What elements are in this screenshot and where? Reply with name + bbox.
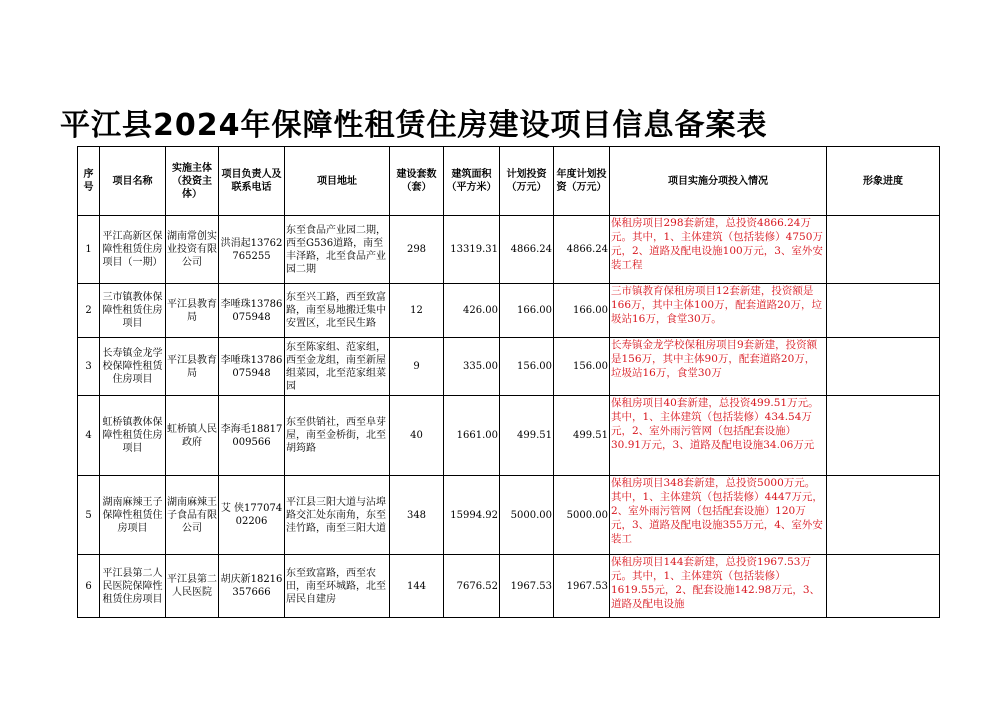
cell-progress — [827, 476, 940, 555]
cell-detail: 保租房项目348套新建，总投资5000万元。其中，1、主体建筑（包括装修）4447万元，2、室外雨污管网（包括配套设施）120万元，3、道路及配电设施355万元，4、室外安装工 — [610, 476, 827, 555]
cell-units: 9 — [390, 338, 444, 396]
cell-contact: 胡庆新18216357666 — [219, 555, 285, 618]
cell-entity: 湖南常创实业投资有限公司 — [166, 216, 219, 284]
cell-units: 40 — [390, 396, 444, 476]
cell-entity: 平江县第二人民医院 — [166, 555, 219, 618]
header-year-investment: 年度计划投资（万元） — [554, 147, 610, 216]
header-address: 项目地址 — [285, 147, 390, 216]
cell-contact: 艾 侠17707402206 — [219, 476, 285, 555]
header-detail: 项目实施分项投入情况 — [610, 147, 827, 216]
cell-year-investment: 5000.00 — [554, 476, 610, 555]
project-table — [77, 146, 940, 618]
header-seq: 序号 — [78, 147, 100, 216]
cell-progress — [827, 284, 940, 338]
cell-progress — [827, 338, 940, 396]
cell-address: 东至陈家组、范家组，西至金龙组，南至新屋组菜园，北至范家组菜园 — [285, 338, 390, 396]
cell-contact: 李海毛18817009566 — [219, 396, 285, 476]
cell-area: 1661.00 — [444, 396, 500, 476]
header-name: 项目名称 — [100, 147, 166, 216]
cell-entity: 虹桥镇人民政府 — [166, 396, 219, 476]
header-units: 建设套数（套） — [390, 147, 444, 216]
cell-year-investment: 156.00 — [554, 338, 610, 396]
table-row — [78, 284, 940, 338]
document-title: 平江县2024年保障性租赁住房建设项目信息备案表 — [60, 108, 768, 143]
cell-detail: 保租房项目298套新建，总投资4866.24万元。其中，1、主体建筑（包括装修）4750万元，2、道路及配电设施100万元，3、室外安装工程 — [610, 216, 827, 284]
cell-year-investment: 4866.24 — [554, 216, 610, 284]
cell-seq: 6 — [78, 555, 100, 618]
cell-seq: 5 — [78, 476, 100, 555]
cell-name: 湖南麻辣王子保障性租赁住房项目 — [100, 476, 166, 555]
cell-contact: 李唾珠13786075948 — [219, 284, 285, 338]
cell-progress — [827, 396, 940, 476]
cell-units: 298 — [390, 216, 444, 284]
header-contact: 项目负责人及联系电话 — [219, 147, 285, 216]
cell-detail: 保租房项目144套新建，总投资1967.53万元。其中，1、主体建筑（包括装修）1619.55元，2、配套设施142.98万元，3、道路及配电设施 — [610, 555, 827, 618]
cell-name: 平江县第二人民医院保障性租赁住房项目 — [100, 555, 166, 618]
cell-contact: 洪涓起13762765255 — [219, 216, 285, 284]
table-row — [78, 476, 940, 555]
cell-detail: 三市镇教育保租房项目12套新建，投资额是166万，其中主体100万，配套道路20万，垃圾站16万，食堂30万。 — [610, 284, 827, 338]
cell-plan-investment: 499.51 — [500, 396, 554, 476]
cell-seq: 4 — [78, 396, 100, 476]
header-row — [78, 147, 940, 216]
cell-entity: 湖南麻辣王子食品有限公司 — [166, 476, 219, 555]
cell-plan-investment: 166.00 — [500, 284, 554, 338]
cell-address: 东至供销社，西至阜芽屋，南至金桥街，北至胡筠路 — [285, 396, 390, 476]
header-progress: 形象进度 — [827, 147, 940, 216]
cell-year-investment: 166.00 — [554, 284, 610, 338]
header-area: 建筑面积（平方米） — [444, 147, 500, 216]
cell-units: 144 — [390, 555, 444, 618]
cell-address: 平江县三阳大道与沾埠路交汇处东南角，东至洼竹路，南至三阳大道 — [285, 476, 390, 555]
cell-entity: 平江县教育局 — [166, 338, 219, 396]
cell-year-investment: 1967.53 — [554, 555, 610, 618]
cell-address: 东至兴工路，西至致富路，南至易地搬迁集中安置区，北至民生路 — [285, 284, 390, 338]
header-plan-investment: 计划投资（万元） — [500, 147, 554, 216]
cell-contact: 李唾珠13786075948 — [219, 338, 285, 396]
cell-plan-investment: 5000.00 — [500, 476, 554, 555]
cell-plan-investment: 156.00 — [500, 338, 554, 396]
cell-units: 12 — [390, 284, 444, 338]
cell-units: 348 — [390, 476, 444, 555]
cell-progress — [827, 555, 940, 618]
cell-seq: 3 — [78, 338, 100, 396]
cell-detail: 长寿镇金龙学校保租房项目9套新建，投资额是156万，其中主体90万，配套道路20万，垃圾站16万，食堂30万 — [610, 338, 827, 396]
cell-area: 13319.31 — [444, 216, 500, 284]
cell-name: 三市镇教体保障性租赁住房项目 — [100, 284, 166, 338]
cell-progress — [827, 216, 940, 284]
cell-name: 平江高新区保障性租赁住房项目（一期） — [100, 216, 166, 284]
cell-area: 335.00 — [444, 338, 500, 396]
cell-plan-investment: 1967.53 — [500, 555, 554, 618]
table-row — [78, 338, 940, 396]
cell-area: 15994.92 — [444, 476, 500, 555]
cell-seq: 2 — [78, 284, 100, 338]
table-row — [78, 216, 940, 284]
table-row — [78, 396, 940, 476]
cell-address: 东至食品产业园二期，西至G536道路，南至丰泽路，北至食品产业园二期 — [285, 216, 390, 284]
cell-seq: 1 — [78, 216, 100, 284]
cell-entity: 平江县教育局 — [166, 284, 219, 338]
table-row — [78, 555, 940, 618]
cell-name: 长寿镇金龙学校保障性租赁住房项目 — [100, 338, 166, 396]
cell-area: 426.00 — [444, 284, 500, 338]
cell-year-investment: 499.51 — [554, 396, 610, 476]
cell-address: 东至致富路，西至农田，南至环城路，北至居民自建房 — [285, 555, 390, 618]
cell-area: 7676.52 — [444, 555, 500, 618]
header-entity: 实施主体（投资主体） — [166, 147, 219, 216]
cell-name: 虹桥镇教体保障性租赁住房项目 — [100, 396, 166, 476]
cell-plan-investment: 4866.24 — [500, 216, 554, 284]
cell-detail: 保租房项目40套新建，总投资499.51万元。其中，1、主体建筑（包括装修）434.54万元，2、室外雨污管网（包括配套设施）30.91万元，3、道路及配电设施34.06万元 — [610, 396, 827, 476]
